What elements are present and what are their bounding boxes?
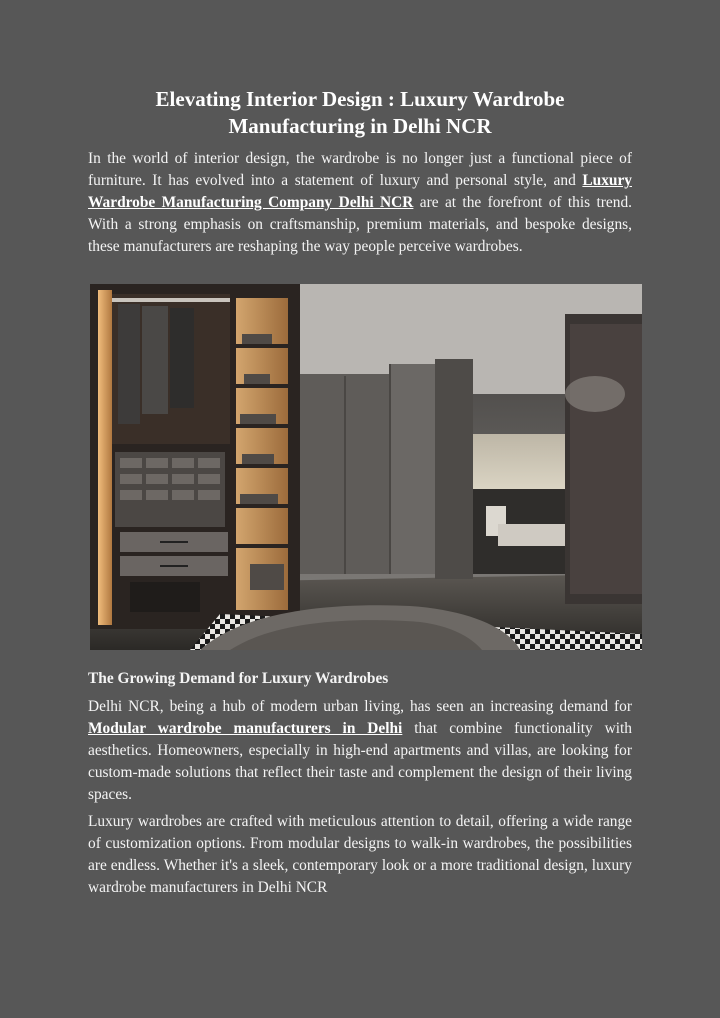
page-title: Elevating Interior Design : Luxury Wardrobe Manufacturing in Delhi NCR bbox=[155, 87, 565, 138]
intro-text-end: are at the forefront of this trend. With a strong emphasis on craftsmanship, premium materials, and bespoke designs, these manufacturers are reshaping the way people perceive wardrobes. bbox=[88, 194, 632, 255]
intro-paragraph bbox=[88, 148, 632, 258]
modular-wardrobe-link[interactable]: Modular wardrobe manufacturers in Delhi bbox=[88, 720, 403, 737]
demand-text-end: that combine functionality with aesthetics. Homeowners, especially in high-end apartments and villas, are looking for custom-made solutions that reflect their taste and complement the design of their living spaces. bbox=[88, 720, 632, 803]
demand-paragraph bbox=[88, 696, 632, 806]
section-heading: The Growing Demand for Luxury Wardrobes bbox=[88, 670, 389, 687]
craft-paragraph: Luxury wardrobes are crafted with meticulous attention to detail, offering a wide range of customization options. From modular designs to walk-in wardrobes, the possibilities are endless. Whether it's a sleek, contemporary look or a more traditional design, luxury wardrobe manufacturers in Delhi NCR bbox=[88, 813, 632, 896]
intro-text-start: In the world of interior design, the wardrobe is no longer just a functional piece of furniture. It has evolved into a statement of luxury and personal style, and bbox=[88, 150, 632, 189]
luxury-wardrobe-company-link[interactable]: Luxury Wardrobe Manufacturing Company Delhi NCR bbox=[88, 172, 632, 211]
wardrobe-photo bbox=[90, 284, 642, 650]
demand-text-start: Delhi NCR, being a hub of modern urban living, has seen an increasing demand for bbox=[88, 698, 632, 715]
